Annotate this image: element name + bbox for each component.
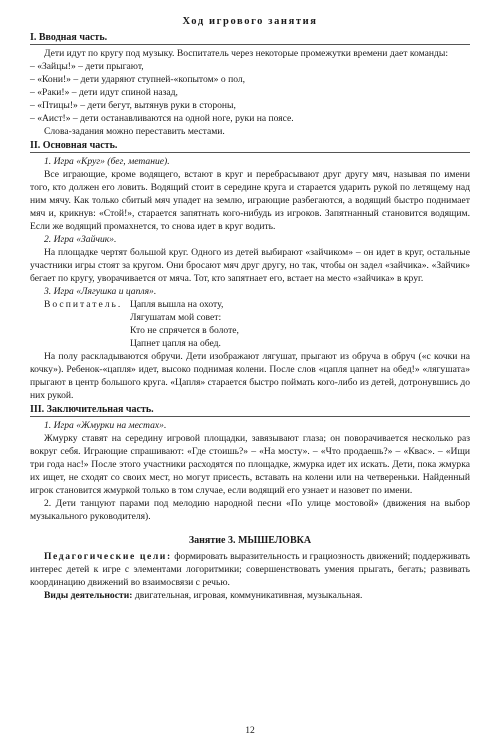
section-heading-final: III. Заключительная часть. xyxy=(30,404,154,415)
command-item: – «Аист!» – дети останавливаются на одной ноге, руки на поясе. xyxy=(30,113,294,124)
goals-label: Педагогические цели: xyxy=(44,551,172,562)
page-title: Ход игрового занятия xyxy=(182,16,318,27)
section-divider xyxy=(30,152,470,153)
command-item: – «Птицы!» – дети бегут, вытянув руки в стороны, xyxy=(30,100,236,111)
command-item: – «Зайцы!» – дети прыгают, xyxy=(30,61,144,72)
section-heading-main: II. Основная часть. xyxy=(30,140,118,151)
goals-text: формировать выразительность и грациозность движений; поддерживать интерес детей к игре с элементами логоритмики; совершенствовать умения прыгать, бегать; развивать координацию движений во взаимосвязи с речью. xyxy=(30,551,470,588)
game-title: 2. Игра «Зайчик». xyxy=(44,234,117,245)
command-item: – «Кони!» – дети ударяют ступней-«копытом» о пол, xyxy=(30,74,246,85)
verse-line: Кто не спрячется в болоте, xyxy=(130,325,239,336)
game-title: 1. Игра «Жмурки на местах». xyxy=(44,420,167,431)
verse-line: Цапля вышла на охоту, xyxy=(130,299,224,310)
verse-first-line xyxy=(30,298,470,311)
page-number: 12 xyxy=(245,725,255,736)
section-heading-intro: I. Вводная часть. xyxy=(30,32,108,43)
intro-note: Слова-задания можно переставить местами. xyxy=(44,126,225,137)
game-description: 2. Дети танцуют парами под мелодию народной песни «По улице мостовой» (движения на выбор музыкального руководителя). xyxy=(30,498,470,522)
intro-paragraph: Дети идут по кругу под музыку. Воспитатель через некоторые промежутки времени дает команды: xyxy=(44,48,448,59)
activities-label: Виды деятельности: xyxy=(44,590,133,601)
game-description: Все играющие, кроме водящего, встают в круг и перебрасывают друг другу мяч, называя по имени того, кто должен его ловить. Водящий стоит в середине круга и старается ударить рукой по летящему над ним мячу. Как только сбитый мяч упадет на землю, играющие разбегаются, а водящий быстро поднимает мяч и, крикнув: «Стой!», старается запятнать кого-нибудь из игроков. Запятнанный становится водящим. Если же водящий промахнется, то снова идет в круг водить. xyxy=(30,169,470,232)
speaker-label: Воспитатель. xyxy=(44,299,123,310)
game-title: 1. Игра «Круг» (бег, метание). xyxy=(44,156,170,167)
game-title: 3. Игра «Лягушка и цапля». xyxy=(44,286,157,297)
game-description: Жмурку ставят на середину игровой площадки, завязывают глаза; он поворачивается несколько раз вокруг себя. Играющие спрашивают: «Где стоишь?» – «На мосту». – «Что продаешь?» – «Квас». – «Ищи три года нас!» После этого участники расходятся по площадке, жмурка идет их искать. Дети, пока жмурка их ищет, не сходят со своих мест, но могут присесть, вставать на колени или на четвереньки. Найденный игрок становится жмуркой только в том случае, если водящий его узнает и назовет по имени. xyxy=(30,433,470,496)
verse-line: Цапнет цапля на обед. xyxy=(130,338,221,349)
activities-text: двигательная, игровая, коммуникативная, музыкальная. xyxy=(134,590,363,601)
game-description: На площадке чертят большой круг. Одного из детей выбирают «зайчиком» – он идет в круг, остальные участники игры стоят за кругом. Они бросают мяч друг другу, но так, чтобы он задел «зайчика». «Зайчик» бегает по кругу, уворачивается от мяча. Тот, кто запятнает его, встает на место «зайчика» в круг. xyxy=(30,247,470,284)
lesson-title: Занятие 3. МЫШЕЛОВКА xyxy=(188,535,312,546)
game-description: На полу раскладываются обручи. Дети изображают лягушат, прыгают из обруча в обруч («с кочки на кочку»). Ребенок-«цапля» идет, высоко поднимая колени. После слов «цапля цапнет на обед!» «лягушата» прыгают в центр большого круга. «Цапля» старается быстро поймать кого-либо из детей, дотронувшись до них рукой. xyxy=(30,351,470,401)
verse-line: Лягушатам мой совет: xyxy=(130,312,222,323)
section-divider xyxy=(30,44,470,45)
lesson-goals xyxy=(30,550,470,589)
section-divider xyxy=(30,416,470,417)
lesson-activities xyxy=(30,589,470,602)
command-item: – «Раки!» – дети идут спиной назад, xyxy=(30,87,178,98)
